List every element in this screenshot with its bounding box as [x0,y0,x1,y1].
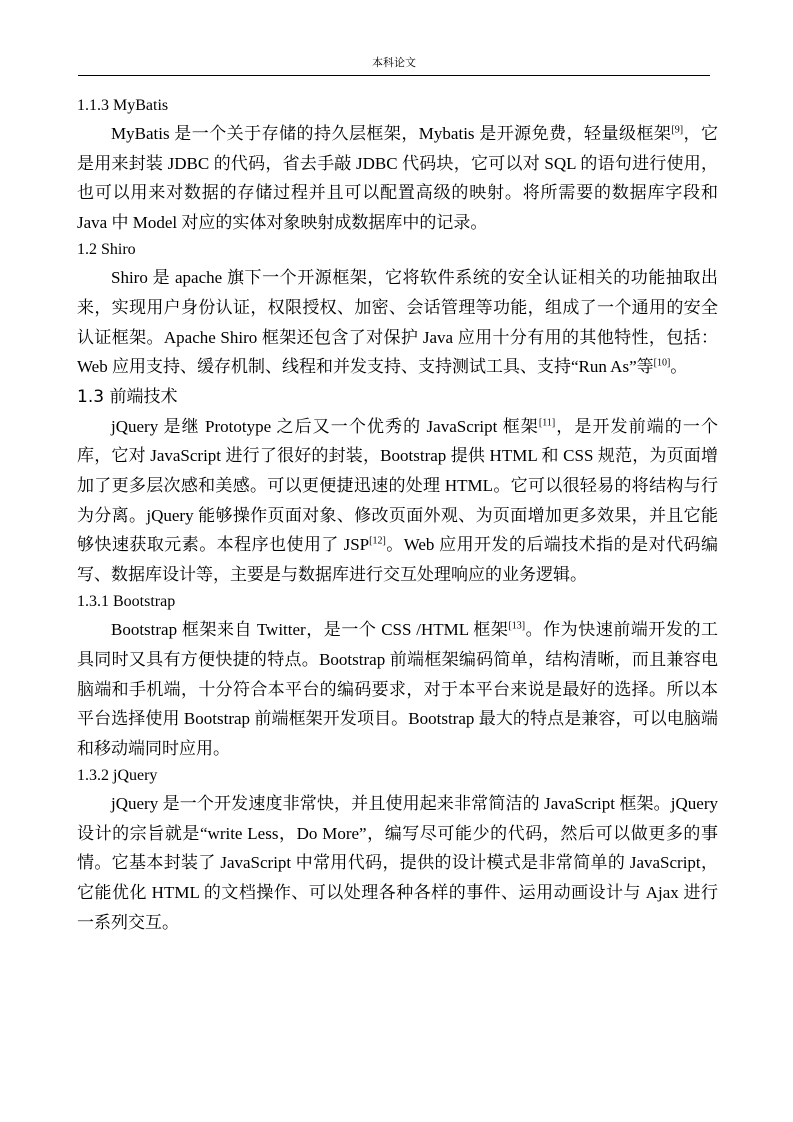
section-heading-mybatis: 1.1.3 MyBatis [77,97,169,114]
paragraph-text: Shiro 是 apache 旗下一个开源框架，它将软件系统的安全认证相关的功能抽取出来，实现用户身份认证，权限授权、加密、会话管理等功能，组成了一个通用的安全认证框架。Apache Shiro 框架还包含了对保护 Java 应用十分有用的其他特性，包括：Web 应用支持、缓存机制、线程和并发支持、支持测试工具、支持“Run As”等 [77,268,718,377]
page-header: 本科论文 [372,57,416,69]
citation: [9] [671,124,684,136]
section-heading-frontend: 1.3 前端技术 [77,386,178,407]
citation: [10] [653,357,671,369]
paragraph-text: 。作为快速前端开发的工具同时又具有方便快捷的特点。Bootstrap 前端框架编码简单，结构清晰，而且兼容电脑端和手机端，十分符合本平台的编码要求，对于本平台来说是最好的选择。所以本平台选择使用 Bootstrap 前端框架开发项目。Bootstrap 最大的特点是兼容，可以电脑端和移动端同时应用。 [77,620,718,758]
paragraph-text: jQuery 是继 Prototype 之后又一个优秀的 JavaScript 框架 [111,416,539,436]
paragraph-text: jQuery 是一个开发速度非常快，并且使用起来非常简洁的 JavaScript 框架。jQuery 设计的宗旨就是“write Less，Do More”，编写尽可能少的代码，然后可以做更多的事情。它基本封装了 JavaScript 中常用代码，提供的设计模式是非常简单的 JavaScript，它能优化 HTML 的文档操作、可以处理各种各样的事件、运用动画设计与 Ajax 进行一系列交互。 [77,794,718,932]
paragraph-jquery [77,789,718,937]
section-heading-bootstrap: 1.3.1 Bootstrap [77,593,176,611]
citation: [13] [508,620,526,632]
header-divider [78,75,710,76]
paragraph-text: ，它是用来封装 JDBC 的代码，省去手敲 JDBC 代码块，它可以对 SQL 的语句进行使用，也可以用来对数据的存储过程并且可以配置高级的映射。将所需要的数据库字段和 Java 中 Model 对应的实体对象映射成数据库中的记录。 [77,124,718,232]
section-heading-shiro: 1.2 Shiro [77,241,136,259]
document-body [77,93,718,937]
paragraph-text: MyBatis 是一个关于存储的持久层框架，Mybatis 是开源免费，轻量级框架 [111,124,672,143]
citation: [12] [369,535,386,547]
paragraph-text: 。 [670,357,688,377]
section-heading-jquery: 1.3.2 jQuery [77,767,158,785]
paragraph-mybatis [77,119,718,237]
paragraph-text: Bootstrap 框架来自 Twitter，是一个 CSS /HTML 框架 [111,620,509,640]
paragraph-frontend [77,412,718,590]
paragraph-text: 。Web 应用开发的后端技术指的是对代码编写、数据库设计等，主要是与数据库进行交互处理响应的业务逻辑。 [77,535,718,584]
paragraph-text: ，是开发前端的一个库，它对 JavaScript 进行了很好的封装，Bootstrap 提供 HTML 和 CSS 规范，为页面增加了更多层次感和美感。可以更便捷迅速的处理 HTML。它可以很轻易的将结构与行为分离。jQuery 能够操作页面对象、修改页面外观、为页面增加更多效果，并且它能够快速获取元素。本程序也使用了 JSP [77,416,718,555]
citation: [11] [538,417,556,429]
paragraph-shiro [77,263,718,381]
paragraph-bootstrap [77,615,718,763]
